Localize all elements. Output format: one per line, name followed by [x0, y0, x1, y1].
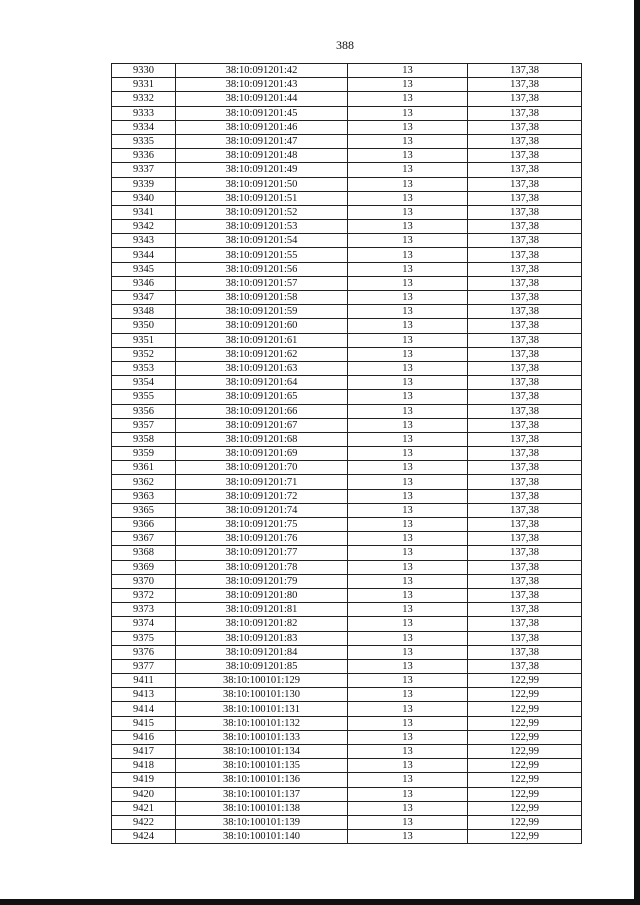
- value-cell: 137,38: [468, 574, 582, 588]
- quantity-cell: 13: [348, 461, 468, 475]
- value-cell: 137,38: [468, 461, 582, 475]
- quantity-cell: 13: [348, 106, 468, 120]
- value-cell: 137,38: [468, 418, 582, 432]
- table-row: [112, 773, 582, 787]
- cadastral-number-cell: 38:10:091201:65: [176, 390, 348, 404]
- value-cell: 137,38: [468, 347, 582, 361]
- value-cell: 137,38: [468, 134, 582, 148]
- cadastral-number-cell: 38:10:100101:136: [176, 773, 348, 787]
- table-row: [112, 149, 582, 163]
- cadastral-number-cell: 38:10:091201:46: [176, 120, 348, 134]
- cadastral-number-cell: 38:10:091201:60: [176, 319, 348, 333]
- table-row: [112, 319, 582, 333]
- cadastral-number-cell: 38:10:100101:140: [176, 830, 348, 844]
- value-cell: 137,38: [468, 205, 582, 219]
- cadastral-number-cell: 38:10:091201:85: [176, 659, 348, 673]
- cadastral-number-cell: 38:10:091201:43: [176, 78, 348, 92]
- quantity-cell: 13: [348, 546, 468, 560]
- quantity-cell: 13: [348, 177, 468, 191]
- quantity-cell: 13: [348, 361, 468, 375]
- quantity-cell: 13: [348, 475, 468, 489]
- value-cell: 137,38: [468, 106, 582, 120]
- cadastral-number-cell: 38:10:091201:82: [176, 617, 348, 631]
- value-cell: 137,38: [468, 475, 582, 489]
- table-row: [112, 801, 582, 815]
- quantity-cell: 13: [348, 787, 468, 801]
- table-row: [112, 205, 582, 219]
- quantity-cell: 13: [348, 645, 468, 659]
- row-number-cell: 9418: [112, 759, 176, 773]
- table-row: [112, 78, 582, 92]
- cadastral-number-cell: 38:10:091201:51: [176, 191, 348, 205]
- table-row: [112, 248, 582, 262]
- value-cell: 137,38: [468, 489, 582, 503]
- table-row: [112, 603, 582, 617]
- row-number-cell: 9353: [112, 361, 176, 375]
- quantity-cell: 13: [348, 291, 468, 305]
- table-row: [112, 730, 582, 744]
- quantity-cell: 13: [348, 276, 468, 290]
- table-row: [112, 432, 582, 446]
- row-number-cell: 9350: [112, 319, 176, 333]
- cadastral-number-cell: 38:10:091201:77: [176, 546, 348, 560]
- value-cell: 122,99: [468, 801, 582, 815]
- cadastral-number-cell: 38:10:091201:68: [176, 432, 348, 446]
- cadastral-number-cell: 38:10:091201:83: [176, 631, 348, 645]
- table-row: [112, 120, 582, 134]
- cadastral-number-cell: 38:10:091201:67: [176, 418, 348, 432]
- cadastral-number-cell: 38:10:091201:49: [176, 163, 348, 177]
- cadastral-number-cell: 38:10:100101:130: [176, 688, 348, 702]
- value-cell: 137,38: [468, 390, 582, 404]
- table-row: [112, 333, 582, 347]
- quantity-cell: 13: [348, 773, 468, 787]
- quantity-cell: 13: [348, 163, 468, 177]
- table-row: [112, 745, 582, 759]
- row-number-cell: 9331: [112, 78, 176, 92]
- row-number-cell: 9332: [112, 92, 176, 106]
- row-number-cell: 9374: [112, 617, 176, 631]
- row-number-cell: 9330: [112, 64, 176, 78]
- cadastral-number-cell: 38:10:091201:61: [176, 333, 348, 347]
- cadastral-number-cell: 38:10:100101:132: [176, 716, 348, 730]
- table-row: [112, 177, 582, 191]
- value-cell: 137,38: [468, 447, 582, 461]
- value-cell: 122,99: [468, 674, 582, 688]
- row-number-cell: 9336: [112, 149, 176, 163]
- value-cell: 137,38: [468, 603, 582, 617]
- cadastral-number-cell: 38:10:100101:139: [176, 815, 348, 829]
- table-row: [112, 191, 582, 205]
- table-body: [112, 64, 582, 844]
- cadastral-number-cell: 38:10:091201:54: [176, 234, 348, 248]
- cadastral-number-cell: 38:10:091201:45: [176, 106, 348, 120]
- table-row: [112, 418, 582, 432]
- quantity-cell: 13: [348, 674, 468, 688]
- cadastral-number-cell: 38:10:091201:70: [176, 461, 348, 475]
- cadastral-number-cell: 38:10:100101:135: [176, 759, 348, 773]
- page-number: 388: [336, 38, 354, 52]
- table-row: [112, 659, 582, 673]
- value-cell: 137,38: [468, 276, 582, 290]
- value-cell: 137,38: [468, 92, 582, 106]
- row-number-cell: 9424: [112, 830, 176, 844]
- value-cell: 137,38: [468, 532, 582, 546]
- cadastral-number-cell: 38:10:091201:79: [176, 574, 348, 588]
- cadastral-number-cell: 38:10:091201:63: [176, 361, 348, 375]
- value-cell: 137,38: [468, 291, 582, 305]
- value-cell: 137,38: [468, 234, 582, 248]
- row-number-cell: 9363: [112, 489, 176, 503]
- cadastral-number-cell: 38:10:091201:56: [176, 262, 348, 276]
- cadastral-number-cell: 38:10:091201:53: [176, 220, 348, 234]
- quantity-cell: 13: [348, 64, 468, 78]
- cadastral-number-cell: 38:10:091201:42: [176, 64, 348, 78]
- row-number-cell: 9355: [112, 390, 176, 404]
- cadastral-number-cell: 38:10:091201:78: [176, 560, 348, 574]
- row-number-cell: 9357: [112, 418, 176, 432]
- cadastral-number-cell: 38:10:091201:74: [176, 503, 348, 517]
- table-row: [112, 92, 582, 106]
- cadastral-number-cell: 38:10:091201:55: [176, 248, 348, 262]
- scan-edge-right: [634, 0, 640, 905]
- value-cell: 122,99: [468, 773, 582, 787]
- cadastral-number-cell: 38:10:091201:69: [176, 447, 348, 461]
- table-row: [112, 830, 582, 844]
- row-number-cell: 9340: [112, 191, 176, 205]
- quantity-cell: 13: [348, 532, 468, 546]
- row-number-cell: 9345: [112, 262, 176, 276]
- quantity-cell: 13: [348, 248, 468, 262]
- table-row: [112, 518, 582, 532]
- table-row: [112, 106, 582, 120]
- row-number-cell: 9370: [112, 574, 176, 588]
- table-row: [112, 532, 582, 546]
- row-number-cell: 9373: [112, 603, 176, 617]
- row-number-cell: 9343: [112, 234, 176, 248]
- table-row: [112, 787, 582, 801]
- cadastral-number-cell: 38:10:091201:57: [176, 276, 348, 290]
- table-row: [112, 376, 582, 390]
- quantity-cell: 13: [348, 149, 468, 163]
- table-row: [112, 291, 582, 305]
- quantity-cell: 13: [348, 205, 468, 219]
- row-number-cell: 9415: [112, 716, 176, 730]
- quantity-cell: 13: [348, 120, 468, 134]
- scan-edge-bottom: [0, 899, 640, 905]
- row-number-cell: 9377: [112, 659, 176, 673]
- row-number-cell: 9346: [112, 276, 176, 290]
- row-number-cell: 9411: [112, 674, 176, 688]
- row-number-cell: 9335: [112, 134, 176, 148]
- table-row: [112, 588, 582, 602]
- table-row: [112, 447, 582, 461]
- table-row: [112, 305, 582, 319]
- value-cell: 137,38: [468, 588, 582, 602]
- value-cell: 122,99: [468, 759, 582, 773]
- value-cell: 137,38: [468, 220, 582, 234]
- value-cell: 122,99: [468, 716, 582, 730]
- cadastral-number-cell: 38:10:091201:84: [176, 645, 348, 659]
- quantity-cell: 13: [348, 489, 468, 503]
- quantity-cell: 13: [348, 333, 468, 347]
- row-number-cell: 9354: [112, 376, 176, 390]
- value-cell: 137,38: [468, 248, 582, 262]
- quantity-cell: 13: [348, 390, 468, 404]
- row-number-cell: 9342: [112, 220, 176, 234]
- row-number-cell: 9416: [112, 730, 176, 744]
- quantity-cell: 13: [348, 603, 468, 617]
- row-number-cell: 9351: [112, 333, 176, 347]
- cadastral-number-cell: 38:10:091201:62: [176, 347, 348, 361]
- value-cell: 137,38: [468, 64, 582, 78]
- quantity-cell: 13: [348, 134, 468, 148]
- table-row: [112, 815, 582, 829]
- row-number-cell: 9334: [112, 120, 176, 134]
- quantity-cell: 13: [348, 659, 468, 673]
- quantity-cell: 13: [348, 631, 468, 645]
- data-table: [111, 63, 582, 844]
- quantity-cell: 13: [348, 560, 468, 574]
- quantity-cell: 13: [348, 447, 468, 461]
- quantity-cell: 13: [348, 518, 468, 532]
- table-row: [112, 688, 582, 702]
- cadastral-number-cell: 38:10:091201:64: [176, 376, 348, 390]
- table-row: [112, 674, 582, 688]
- quantity-cell: 13: [348, 234, 468, 248]
- table-row: [112, 617, 582, 631]
- table-row: [112, 361, 582, 375]
- value-cell: 137,38: [468, 404, 582, 418]
- quantity-cell: 13: [348, 92, 468, 106]
- row-number-cell: 9367: [112, 532, 176, 546]
- value-cell: 122,99: [468, 745, 582, 759]
- quantity-cell: 13: [348, 815, 468, 829]
- quantity-cell: 13: [348, 404, 468, 418]
- value-cell: 122,99: [468, 830, 582, 844]
- value-cell: 137,38: [468, 560, 582, 574]
- quantity-cell: 13: [348, 617, 468, 631]
- row-number-cell: 9358: [112, 432, 176, 446]
- table-row: [112, 503, 582, 517]
- row-number-cell: 9356: [112, 404, 176, 418]
- row-number-cell: 9361: [112, 461, 176, 475]
- cadastral-number-cell: 38:10:100101:133: [176, 730, 348, 744]
- value-cell: 137,38: [468, 191, 582, 205]
- row-number-cell: 9359: [112, 447, 176, 461]
- row-number-cell: 9333: [112, 106, 176, 120]
- table-row: [112, 220, 582, 234]
- table-row: [112, 546, 582, 560]
- value-cell: 137,38: [468, 177, 582, 191]
- cadastral-number-cell: 38:10:091201:47: [176, 134, 348, 148]
- value-cell: 122,99: [468, 702, 582, 716]
- cadastral-number-cell: 38:10:091201:81: [176, 603, 348, 617]
- cadastral-number-cell: 38:10:091201:48: [176, 149, 348, 163]
- quantity-cell: 13: [348, 376, 468, 390]
- cadastral-number-cell: 38:10:091201:52: [176, 205, 348, 219]
- quantity-cell: 13: [348, 78, 468, 92]
- value-cell: 137,38: [468, 361, 582, 375]
- table-row: [112, 64, 582, 78]
- table-row: [112, 631, 582, 645]
- value-cell: 137,38: [468, 503, 582, 517]
- table-row: [112, 574, 582, 588]
- row-number-cell: 9419: [112, 773, 176, 787]
- quantity-cell: 13: [348, 830, 468, 844]
- table-row: [112, 347, 582, 361]
- row-number-cell: 9372: [112, 588, 176, 602]
- cadastral-number-cell: 38:10:091201:72: [176, 489, 348, 503]
- quantity-cell: 13: [348, 730, 468, 744]
- quantity-cell: 13: [348, 220, 468, 234]
- quantity-cell: 13: [348, 347, 468, 361]
- row-number-cell: 9344: [112, 248, 176, 262]
- value-cell: 137,38: [468, 518, 582, 532]
- table-row: [112, 702, 582, 716]
- row-number-cell: 9369: [112, 560, 176, 574]
- value-cell: 137,38: [468, 149, 582, 163]
- row-number-cell: 9366: [112, 518, 176, 532]
- value-cell: 122,99: [468, 688, 582, 702]
- cadastral-number-cell: 38:10:091201:44: [176, 92, 348, 106]
- value-cell: 137,38: [468, 546, 582, 560]
- value-cell: 137,38: [468, 333, 582, 347]
- cadastral-number-cell: 38:10:091201:75: [176, 518, 348, 532]
- table-row: [112, 390, 582, 404]
- value-cell: 137,38: [468, 631, 582, 645]
- cadastral-number-cell: 38:10:091201:76: [176, 532, 348, 546]
- value-cell: 137,38: [468, 305, 582, 319]
- table-row: [112, 234, 582, 248]
- table-row: [112, 716, 582, 730]
- quantity-cell: 13: [348, 191, 468, 205]
- row-number-cell: 9337: [112, 163, 176, 177]
- row-number-cell: 9352: [112, 347, 176, 361]
- value-cell: 137,38: [468, 78, 582, 92]
- cadastral-number-cell: 38:10:091201:59: [176, 305, 348, 319]
- quantity-cell: 13: [348, 262, 468, 276]
- value-cell: 122,99: [468, 815, 582, 829]
- table-row: [112, 489, 582, 503]
- cadastral-number-cell: 38:10:091201:71: [176, 475, 348, 489]
- cadastral-number-cell: 38:10:091201:80: [176, 588, 348, 602]
- row-number-cell: 9421: [112, 801, 176, 815]
- value-cell: 137,38: [468, 376, 582, 390]
- cadastral-number-cell: 38:10:100101:137: [176, 787, 348, 801]
- quantity-cell: 13: [348, 801, 468, 815]
- quantity-cell: 13: [348, 319, 468, 333]
- row-number-cell: 9341: [112, 205, 176, 219]
- cadastral-number-cell: 38:10:091201:66: [176, 404, 348, 418]
- cadastral-number-cell: 38:10:100101:129: [176, 674, 348, 688]
- cadastral-number-cell: 38:10:091201:50: [176, 177, 348, 191]
- table-row: [112, 461, 582, 475]
- value-cell: 137,38: [468, 163, 582, 177]
- value-cell: 137,38: [468, 617, 582, 631]
- row-number-cell: 9375: [112, 631, 176, 645]
- quantity-cell: 13: [348, 688, 468, 702]
- row-number-cell: 9365: [112, 503, 176, 517]
- table-row: [112, 276, 582, 290]
- quantity-cell: 13: [348, 503, 468, 517]
- row-number-cell: 9413: [112, 688, 176, 702]
- quantity-cell: 13: [348, 759, 468, 773]
- value-cell: 137,38: [468, 659, 582, 673]
- table-row: [112, 163, 582, 177]
- row-number-cell: 9362: [112, 475, 176, 489]
- table-row: [112, 560, 582, 574]
- row-number-cell: 9420: [112, 787, 176, 801]
- cadastral-number-cell: 38:10:091201:58: [176, 291, 348, 305]
- quantity-cell: 13: [348, 745, 468, 759]
- value-cell: 122,99: [468, 787, 582, 801]
- row-number-cell: 9414: [112, 702, 176, 716]
- row-number-cell: 9339: [112, 177, 176, 191]
- table-row: [112, 475, 582, 489]
- quantity-cell: 13: [348, 305, 468, 319]
- quantity-cell: 13: [348, 588, 468, 602]
- cadastral-number-cell: 38:10:100101:138: [176, 801, 348, 815]
- row-number-cell: 9376: [112, 645, 176, 659]
- value-cell: 122,99: [468, 730, 582, 744]
- row-number-cell: 9348: [112, 305, 176, 319]
- value-cell: 137,38: [468, 645, 582, 659]
- table-row: [112, 262, 582, 276]
- quantity-cell: 13: [348, 574, 468, 588]
- quantity-cell: 13: [348, 702, 468, 716]
- row-number-cell: 9368: [112, 546, 176, 560]
- row-number-cell: 9347: [112, 291, 176, 305]
- table-row: [112, 404, 582, 418]
- quantity-cell: 13: [348, 418, 468, 432]
- table-row: [112, 759, 582, 773]
- value-cell: 137,38: [468, 262, 582, 276]
- value-cell: 137,38: [468, 432, 582, 446]
- cadastral-number-cell: 38:10:100101:131: [176, 702, 348, 716]
- table-row: [112, 645, 582, 659]
- table-row: [112, 134, 582, 148]
- quantity-cell: 13: [348, 432, 468, 446]
- cadastral-number-cell: 38:10:100101:134: [176, 745, 348, 759]
- quantity-cell: 13: [348, 716, 468, 730]
- value-cell: 137,38: [468, 120, 582, 134]
- value-cell: 137,38: [468, 319, 582, 333]
- row-number-cell: 9417: [112, 745, 176, 759]
- row-number-cell: 9422: [112, 815, 176, 829]
